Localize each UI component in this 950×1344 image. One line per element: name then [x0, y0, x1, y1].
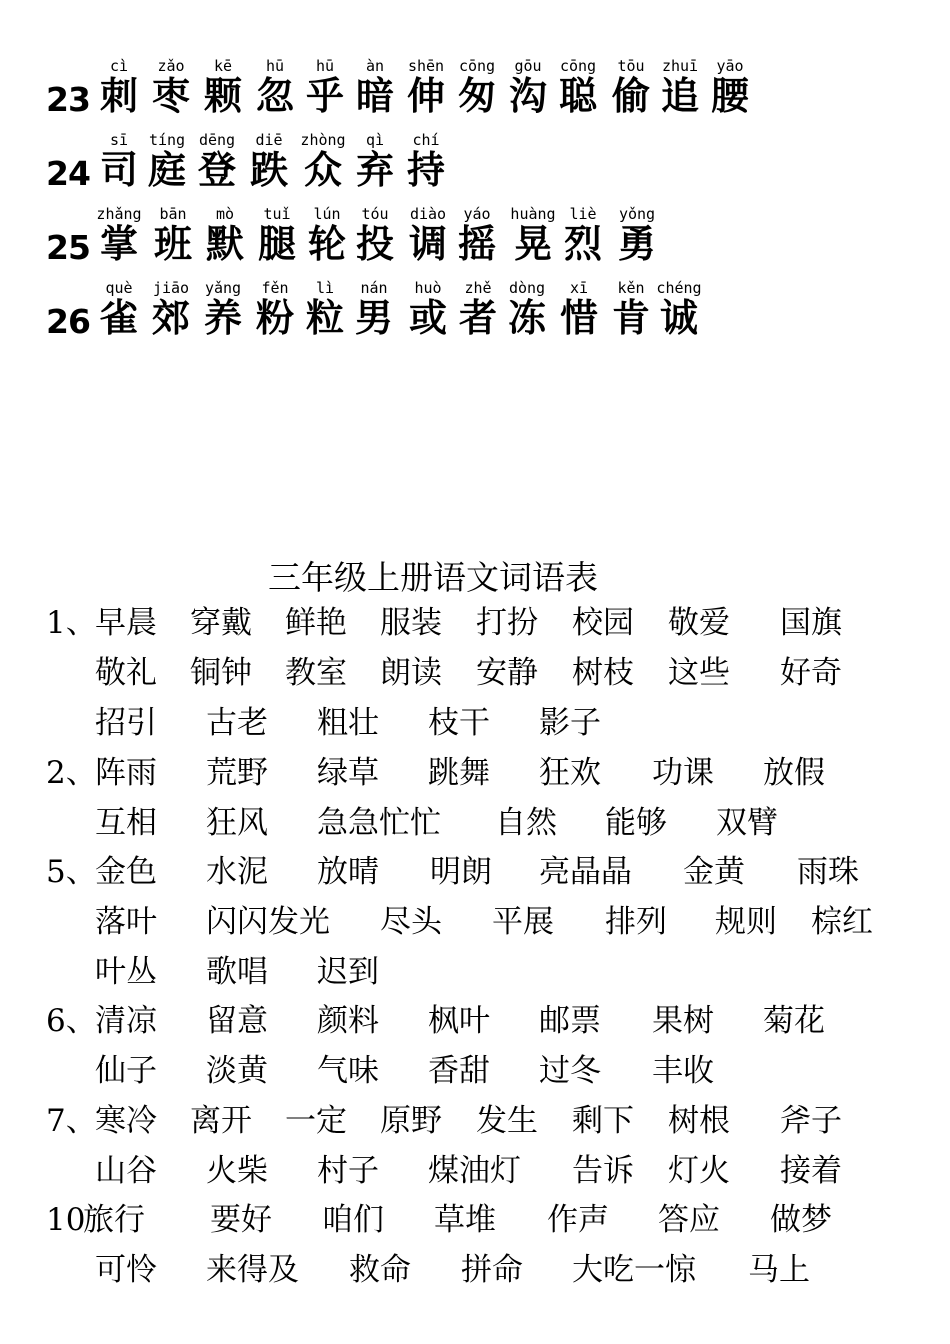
- pinyin: què: [105, 279, 133, 297]
- pinyin: tuǐ: [263, 205, 291, 223]
- vocab-word: 仙子: [95, 1053, 157, 1089]
- vocab-word: 马上: [748, 1252, 810, 1288]
- vocab-word: 金色: [95, 854, 157, 890]
- pinyin: nán: [360, 279, 388, 297]
- hanzi: 勇: [617, 222, 656, 266]
- lesson-number: 25: [46, 228, 90, 267]
- vocab-word: 铜钟: [190, 655, 252, 691]
- pinyin: qì: [365, 131, 385, 149]
- vocab-word: 答应: [658, 1202, 720, 1238]
- vocab-word: 邮票: [539, 1003, 601, 1039]
- vocab-word: 大吃一惊: [572, 1252, 696, 1288]
- hanzi: 掌: [99, 222, 138, 266]
- vocab-line: [0, 1098, 880, 1144]
- pinyin: zǎo: [157, 57, 185, 75]
- lesson-label: 1、: [46, 605, 97, 641]
- vocab-word: 淡黄: [206, 1053, 268, 1089]
- hanzi: 庭: [147, 148, 186, 192]
- pinyin: chí: [412, 131, 440, 149]
- vocab-word: 接着: [780, 1153, 842, 1189]
- vocab-word: 阵雨: [95, 755, 157, 791]
- vocab-word: 水泥: [206, 854, 268, 890]
- lesson-label: 7、: [46, 1103, 97, 1139]
- vocab-word: 发生: [476, 1103, 538, 1139]
- vocab-word: 古老: [206, 705, 268, 741]
- hanzi: 颗: [203, 74, 242, 118]
- vocab-word: 影子: [539, 705, 601, 741]
- pinyin: cōng: [458, 57, 496, 75]
- hanzi: 乎: [305, 74, 344, 118]
- pinyin: tóu: [361, 205, 389, 223]
- hanzi: 或: [408, 296, 447, 340]
- pinyin: dēng: [198, 131, 236, 149]
- hanzi: 郊: [151, 296, 190, 340]
- vocab-word: 要好: [210, 1202, 272, 1238]
- pinyin: zhǎng: [96, 205, 142, 223]
- pinyin: kē: [213, 57, 233, 75]
- vocab-word: 互相: [95, 805, 157, 841]
- pinyin: diào: [409, 205, 447, 223]
- vocab-word: 服装: [380, 605, 442, 641]
- lesson-row-25: [46, 206, 906, 276]
- lesson-label: 5、: [46, 854, 97, 890]
- vocab-word: 自然: [495, 805, 557, 841]
- vocab-word: 雨珠: [797, 854, 859, 890]
- hanzi: 登: [197, 148, 236, 192]
- pinyin: yāo: [716, 57, 744, 75]
- pinyin: yǎng: [204, 279, 242, 297]
- hanzi: 粉: [255, 296, 294, 340]
- vocab-word: 颜料: [317, 1003, 379, 1039]
- pinyin: tōu: [617, 57, 645, 75]
- vocab-word: 金黄: [683, 854, 745, 890]
- vocab-word: 留意: [206, 1003, 268, 1039]
- hanzi: 烈: [563, 222, 602, 266]
- pinyin: dòng: [508, 279, 546, 297]
- hanzi: 伸: [406, 74, 445, 118]
- pinyin: diē: [255, 131, 283, 149]
- lesson-label: 2、: [46, 755, 97, 791]
- pinyin: gōu: [514, 57, 542, 75]
- pinyin: hū: [265, 57, 285, 75]
- lesson-row-23: [46, 58, 906, 128]
- pinyin: sī: [109, 131, 129, 149]
- vocab-title: 三年级上册语文词语表: [268, 558, 598, 597]
- hanzi: 追: [660, 74, 699, 118]
- hanzi: 偷: [611, 74, 650, 118]
- vocab-word: 招引: [95, 705, 157, 741]
- vocab-line: [0, 750, 880, 796]
- vocab-word: 草堆: [434, 1202, 496, 1238]
- hanzi: 众: [303, 148, 342, 192]
- hanzi: 持: [406, 148, 445, 192]
- hanzi: 弃: [355, 148, 394, 192]
- hanzi: 诚: [659, 296, 698, 340]
- vocab-word: 好奇: [780, 655, 842, 691]
- hanzi: 雀: [99, 296, 138, 340]
- vocab-line: [0, 600, 880, 646]
- hanzi: 匆: [457, 74, 496, 118]
- lesson-row-24: [46, 132, 906, 202]
- vocab-line: [0, 1247, 880, 1293]
- vocab-word: 叶丛: [95, 954, 157, 990]
- pinyin: chéng: [656, 279, 702, 297]
- hanzi: 晃: [513, 222, 552, 266]
- vocab-word: 校园: [572, 605, 634, 641]
- vocab-word: 能够: [605, 805, 667, 841]
- vocab-word: 绿草: [317, 755, 379, 791]
- lesson-number: 24: [46, 154, 90, 193]
- vocab-line: [0, 899, 880, 945]
- hanzi: 者: [458, 296, 497, 340]
- vocab-word: 尽头: [380, 904, 442, 940]
- hanzi: 忽: [255, 74, 294, 118]
- vocab-word: 旅行: [83, 1202, 145, 1238]
- vocab-word: 荒野: [206, 755, 268, 791]
- vocab-word: 树枝: [572, 655, 634, 691]
- hanzi: 轮: [307, 222, 346, 266]
- character-with-pinyin: [656, 280, 702, 340]
- vocab-word: 清凉: [95, 1003, 157, 1039]
- vocab-word: 过冬: [539, 1053, 601, 1089]
- lesson-label: 10: [46, 1202, 86, 1238]
- hanzi: 惜: [559, 296, 598, 340]
- vocab-word: 果树: [652, 1003, 714, 1039]
- pinyin: yáo: [463, 205, 491, 223]
- hanzi: 刺: [99, 74, 138, 118]
- vocab-word: 双臂: [716, 805, 778, 841]
- vocab-word: 安静: [476, 655, 538, 691]
- vocab-word: 教室: [285, 655, 347, 691]
- vocab-word: 救命: [349, 1252, 411, 1288]
- pinyin: huò: [414, 279, 442, 297]
- vocab-line: [0, 700, 880, 746]
- hanzi: 摇: [457, 222, 496, 266]
- pinyin: lì: [315, 279, 335, 297]
- vocab-word: 剩下: [572, 1103, 634, 1139]
- vocab-word: 敬礼: [95, 655, 157, 691]
- hanzi: 默: [205, 222, 244, 266]
- vocab-word: 闪闪发光: [206, 904, 330, 940]
- hanzi: 暗: [355, 74, 394, 118]
- vocab-line: [0, 1148, 880, 1194]
- vocab-word: 火柴: [206, 1153, 268, 1189]
- hanzi: 冻: [507, 296, 546, 340]
- vocab-word: 拼命: [461, 1252, 523, 1288]
- character-with-pinyin: [403, 132, 449, 192]
- hanzi: 腰: [710, 74, 749, 118]
- pinyin: yǒng: [618, 205, 656, 223]
- vocab-word: 这些: [668, 655, 730, 691]
- pinyin: liè: [569, 205, 597, 223]
- vocab-line: [0, 1197, 880, 1243]
- hanzi: 聪: [558, 74, 597, 118]
- vocab-word: 寒冷: [95, 1103, 157, 1139]
- vocab-word: 打扮: [476, 605, 538, 641]
- lesson-number: 23: [46, 80, 90, 119]
- vocab-word: 明朗: [430, 854, 492, 890]
- vocab-word: 狂欢: [539, 755, 601, 791]
- vocab-word: 国旗: [780, 605, 842, 641]
- vocab-word: 来得及: [206, 1252, 299, 1288]
- lesson-row-26: [46, 280, 906, 350]
- hanzi: 腿: [257, 222, 296, 266]
- vocab-line: [0, 949, 880, 995]
- vocab-word: 村子: [317, 1153, 379, 1189]
- pinyin: xī: [569, 279, 589, 297]
- vocab-line: [0, 849, 880, 895]
- vocab-word: 放晴: [317, 854, 379, 890]
- vocab-word: 可怜: [95, 1252, 157, 1288]
- pinyin: bān: [159, 205, 187, 223]
- vocab-word: 枝干: [428, 705, 490, 741]
- vocab-word: 告诉: [572, 1153, 634, 1189]
- vocab-word: 原野: [380, 1103, 442, 1139]
- pinyin: zhòng: [300, 131, 346, 149]
- character-with-pinyin: [707, 58, 753, 118]
- vocab-word: 亮晶晶: [539, 854, 632, 890]
- pinyin: huàng: [510, 205, 556, 223]
- pinyin: fěn: [261, 279, 289, 297]
- vocab-word: 树根: [668, 1103, 730, 1139]
- pinyin: hū: [315, 57, 335, 75]
- vocab-word: 排列: [605, 904, 667, 940]
- vocab-word: 菊花: [763, 1003, 825, 1039]
- lesson-number: 26: [46, 302, 90, 341]
- pinyin: àn: [365, 57, 385, 75]
- pinyin: shēn: [407, 57, 445, 75]
- vocab-word: 朗读: [380, 655, 442, 691]
- vocab-word: 早晨: [95, 605, 157, 641]
- vocab-word: 棕红: [811, 904, 873, 940]
- hanzi: 粒: [305, 296, 344, 340]
- vocab-word: 枫叶: [428, 1003, 490, 1039]
- hanzi: 跌: [249, 148, 288, 192]
- vocab-word: 平展: [492, 904, 554, 940]
- pinyin: lún: [313, 205, 341, 223]
- hanzi: 枣: [151, 74, 190, 118]
- pinyin: tíng: [148, 131, 186, 149]
- pinyin: cì: [109, 57, 129, 75]
- character-with-pinyin: [614, 206, 660, 266]
- vocab-word: 离开: [190, 1103, 252, 1139]
- vocab-word: 鲜艳: [285, 605, 347, 641]
- pinyin: jiāo: [152, 279, 190, 297]
- vocab-word: 敬爱: [668, 605, 730, 641]
- vocab-word: 迟到: [317, 954, 379, 990]
- vocab-word: 山谷: [95, 1153, 157, 1189]
- vocab-word: 规则: [715, 904, 777, 940]
- pinyin: zhuī: [661, 57, 699, 75]
- hanzi: 调: [408, 222, 447, 266]
- vocab-line: [0, 1048, 880, 1094]
- vocab-word: 灯火: [668, 1153, 730, 1189]
- hanzi: 养: [203, 296, 242, 340]
- vocab-word: 做梦: [770, 1202, 832, 1238]
- vocab-word: 跳舞: [428, 755, 490, 791]
- hanzi: 肯: [611, 296, 650, 340]
- vocab-word: 作声: [547, 1202, 609, 1238]
- vocab-line: [0, 800, 880, 846]
- hanzi: 男: [354, 296, 393, 340]
- vocab-word: 急急忙忙: [317, 805, 441, 841]
- vocab-word: 穿戴: [190, 605, 252, 641]
- vocab-word: 歌唱: [206, 954, 268, 990]
- vocab-word: 气味: [317, 1053, 379, 1089]
- vocab-word: 狂风: [206, 805, 268, 841]
- vocab-word: 落叶: [95, 904, 157, 940]
- pinyin: zhě: [464, 279, 492, 297]
- vocab-word: 香甜: [428, 1053, 490, 1089]
- vocab-word: 一定: [285, 1103, 347, 1139]
- vocab-word: 煤油灯: [428, 1153, 521, 1189]
- vocab-word: 粗壮: [317, 705, 379, 741]
- vocab-word: 咱们: [322, 1202, 384, 1238]
- pinyin: kěn: [617, 279, 645, 297]
- vocab-line: [0, 650, 880, 696]
- vocab-word: 丰收: [652, 1053, 714, 1089]
- lesson-label: 6、: [46, 1003, 97, 1039]
- hanzi: 班: [153, 222, 192, 266]
- vocab-word: 放假: [763, 755, 825, 791]
- vocab-word: 斧子: [780, 1103, 842, 1139]
- pinyin: mò: [215, 205, 235, 223]
- vocab-word: 功课: [652, 755, 714, 791]
- hanzi: 司: [99, 148, 138, 192]
- hanzi: 沟: [508, 74, 547, 118]
- vocab-line: [0, 998, 880, 1044]
- pinyin: cōng: [559, 57, 597, 75]
- hanzi: 投: [355, 222, 394, 266]
